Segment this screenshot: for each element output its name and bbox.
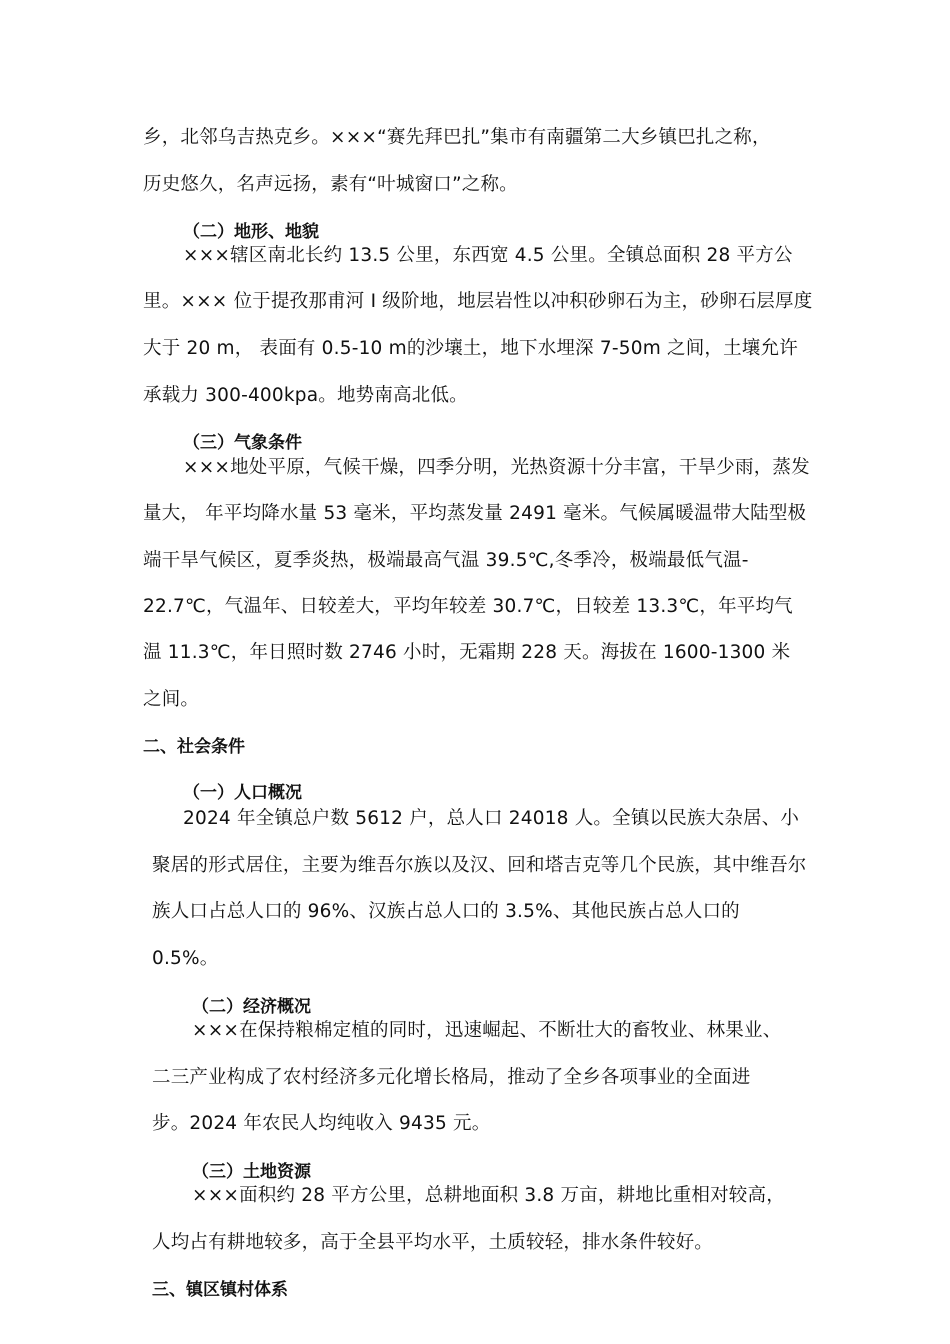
paragraph-line: 端干旱气候区，夏季炎热，极端最高气温 39.5℃,冬季冷，极端最低气温- (143, 550, 749, 571)
subsection-heading-land: （三）土地资源 (192, 1162, 311, 1182)
paragraph-line: 大于 20 m， 表面有 0.5-10 m的沙壤土，地下水埋深 7-50m 之间，土壤允许 (143, 338, 798, 359)
paragraph-line: ×××地处平原，气候干燥，四季分明，光热资源十分丰富，干旱少雨，蒸发 (183, 457, 810, 478)
paragraph-line: 0.5%。 (152, 948, 219, 969)
section-heading-town-system: 三、镇区镇村体系 (152, 1280, 288, 1300)
paragraph-line: ×××辖区南北长约 13.5 公里，东西宽 4.5 公里。全镇总面积 28 平方公 (183, 245, 793, 266)
paragraph-line: 人均占有耕地较多，高于全县平均水平，土质较轻，排水条件较好。 (152, 1232, 714, 1253)
paragraph-line: 量大， 年平均降水量 53 毫米，平均蒸发量 2491 毫米。气候属暖温带大陆型极 (143, 503, 807, 524)
paragraph-line: 温 11.3℃，年日照时数 2746 小时，无霜期 228 天。海拔在 1600-1300 米 (143, 642, 791, 663)
paragraph-line: 历史悠久，名声远扬，素有“叶城窗口”之称。 (143, 174, 518, 195)
paragraph-line: 22.7℃，气温年、日较差大，平均年较差 30.7℃，日较差 13.3℃，年平均气 (143, 596, 793, 617)
paragraph-line: 承载力 300-400kpa。地势南高北低。 (143, 385, 468, 406)
paragraph-line: 聚居的形式居住，主要为维吾尔族以及汉、回和塔吉克等几个民族，其中维吾尔 (152, 855, 807, 876)
paragraph-line: 二三产业构成了农村经济多元化增长格局，推动了全乡各项事业的全面进 (152, 1067, 751, 1088)
paragraph-line: 族人口占总人口的 96%、汉族占总人口的 3.5%、其他民族占总人口的 (152, 901, 740, 922)
paragraph-line: 乡，北邻乌吉热克乡。×××“赛先拜巴扎”集市有南疆第二大乡镇巴扎之称， (143, 127, 771, 148)
paragraph-line: 2024 年全镇总户数 5612 户，总人口 24018 人。全镇以民族大杂居、小 (183, 808, 800, 829)
paragraph-line: ×××在保持粮棉定植的同时，迅速崛起、不断壮大的畜牧业、林果业、 (192, 1020, 782, 1041)
subsection-heading-climate: （三）气象条件 (183, 433, 302, 453)
subsection-heading-population: （一）人口概况 (183, 783, 302, 803)
subsection-heading-economy: （二）经济概况 (192, 997, 311, 1017)
paragraph-line: 步。2024 年农民人均纯收入 9435 元。 (152, 1113, 491, 1134)
paragraph-line: 里。××× 位于提孜那甫河 I 级阶地，地层岩性以冲积砂卵石为主，砂卵石层厚度 (143, 291, 813, 312)
subsection-heading-terrain: （二）地形、地貌 (183, 222, 319, 242)
paragraph-line: 之间。 (143, 689, 200, 710)
paragraph-line: ×××面积约 28 平方公里，总耕地面积 3.8 万亩，耕地比重相对较高， (192, 1185, 785, 1206)
section-heading-social: 二、社会条件 (143, 737, 245, 757)
